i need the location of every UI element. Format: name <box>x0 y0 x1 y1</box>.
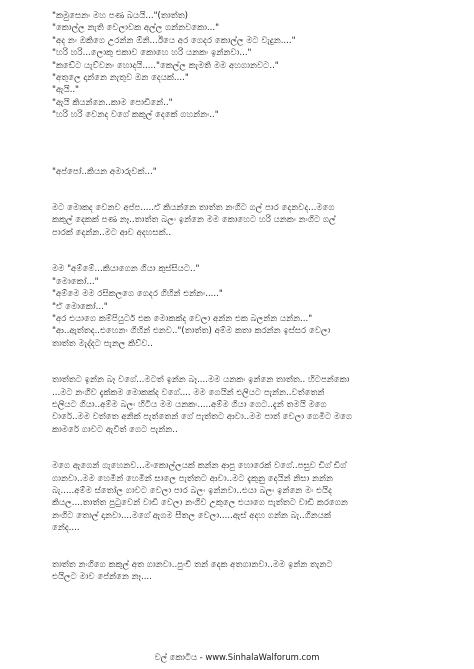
text-line: කියල....තාත්ත පුටුවෙන් වාඩි වෙලා නංගිව උකුලෙ එයාගෙ පැත්තට වාඩි කරගෙන <box>52 498 348 509</box>
text-line: නංගිට තොල් දානවා....මගේ ඇගම සීතල වෙලා.....ඇස් අදහ ගන්න බැ..ගිනයක් <box>52 510 331 521</box>
text-line: එලියට ගියා..අම්ම බලං හිටිය මම යනකං.....අම්ම ගියා ගෙට..දැන් තමයි මගෙ <box>52 399 327 410</box>
text-line: "ඒ මොකෝ..." <box>52 301 108 312</box>
text-line: වාරේ..මම වත්තෙ අනික් පැත්තෙන් ගේ පැත්තට ආවා..මම පාත් වෙලා ගෙමිට මගෙ <box>52 412 353 423</box>
text-line: නේද.... <box>52 523 80 534</box>
dialogue-block-2 <box>52 263 448 350</box>
text-line: "අද නං ඔකිගෙ උරන්න ඕනි...ඊයෙ අර ගෙදර කොල්ල මට වැදුන...." <box>52 35 296 46</box>
text-line: "හරි හරි වෙනද වගේ කකුල් දෙකේ ගහන්නං.." <box>52 110 219 121</box>
text-line: මගෙ ඇගෙන් ගැහෙනව...මංකොල්ලයක් කන්න ආපු හොරෙක් වගේ..පසුව ඩිග් ඩිග් <box>52 461 347 472</box>
text-line: "කොල්ල නැති වෙලාවක අල්ල ගන්නවකො..." <box>52 23 220 34</box>
text-line: "අතුලෙ දාන්නෙ නැතුව ඔන දෙයක්...." <box>52 73 189 84</box>
footer-site-link[interactable]: www.SinhalaWalforum.com <box>205 652 320 662</box>
text-line: ...මට නංගිව දැක්කම මොකක්ද වගේ.... මම ගෙයින් එලියට පැන්න..වත්තෙන් <box>52 387 325 398</box>
text-line: "ඇයි.." <box>52 85 80 96</box>
paragraph-2 <box>52 374 448 436</box>
page-footer <box>0 652 474 663</box>
text-line: "ඇයි කියන්නෙ..කාම පොඩිනේ.." <box>52 97 173 108</box>
text-line: "හරි හරි...ලොකු එකාව කොහෙ හරි යනකං ඉන්නවා..." <box>52 48 252 59</box>
text-line: බැ.....අම්ම ස්තෝල ගාවට වෙලා පාර බලං ඉන්නවා..එයා බලං ඉන්නෙ මං එයිද <box>52 485 332 496</box>
text-line: "කඩේට යැව්වනං හොදයි....."කෙල්ල කැමති මම අහගානවට.." <box>52 60 279 71</box>
dialogue-block-1 <box>52 10 448 122</box>
text-line: "කමුසෙනං මහ පණ බයයි..."(තාත්ත) <box>52 11 189 21</box>
text-line: මට මොකද වෙනව අප්ප.....ඒ කියන්නෙ තාත්ත නංගිට ගල් පාර දෙනවද...මගෙ <box>52 203 335 214</box>
text-line: කාමරේ ගාවට ඇවිත් ගෙට පැන්න.. <box>52 424 178 435</box>
text-line: තාත්තට ඉන්න බෑ වගේ...මටත් ඉන්න බෑ....මම යනකං ඉන්නෙ තාත්ත.. හිටපන්කො <box>52 375 350 386</box>
text-line: "අප්පෝ..කියන අමාරුවක්..." <box>52 166 157 177</box>
paragraph-4 <box>52 559 448 584</box>
text-line: "අර එයාගෙ කම්පියුටර් එක මොකක්ද වෙලා අන්න එක බලන්න යන්න..." <box>52 313 313 324</box>
text-line: මම "අම්මේ...කියාගෙන ගියා කුස්සියට.." <box>52 264 200 275</box>
text-line: පාරක් දෙන්න..මට ආව අදහසක්.. <box>52 227 172 238</box>
text-line: තාත්ත නංගිගෙ කකුල් අත ගානවා..පුංචි තන් දෙක අතගානවා..මම ඉන්න තැනට <box>52 559 333 570</box>
paragraph-3 <box>52 460 448 534</box>
text-line: තාත්ත මැද්දට පැනල කිව්ව.. <box>52 338 153 349</box>
footer-label: වල් කොටිය - <box>154 652 206 662</box>
text-line: එයිලට මාව පේන්නෙ නෑ.... <box>52 572 152 582</box>
text-line: කකුල් දෙකක් පණ නෑ..තාත්ත බලං ඉන්නෙ මම කොහෙට හරි යනකං නංගිට ගල් <box>52 215 336 226</box>
text-line: "මොකෝ..." <box>52 276 99 287</box>
text-line: "ආ..ඇත්තද..එහෙනං ගිහින් එනව.."(තාත්ත) අම්ම කතා කරන්න ඉස්සර වෙලා <box>52 326 331 337</box>
paragraph-1 <box>52 202 448 239</box>
text-line: "අම්මෙ මම රසිකලගෙ ගෙදර ගිහින් එන්නං....." <box>52 289 223 300</box>
text-line: ගානවා..මම හෙමින් හෙමින් සාලෙ පැත්තට ආවා..මට දැකුනු දෙයින් නිසා නන්න <box>52 473 333 484</box>
